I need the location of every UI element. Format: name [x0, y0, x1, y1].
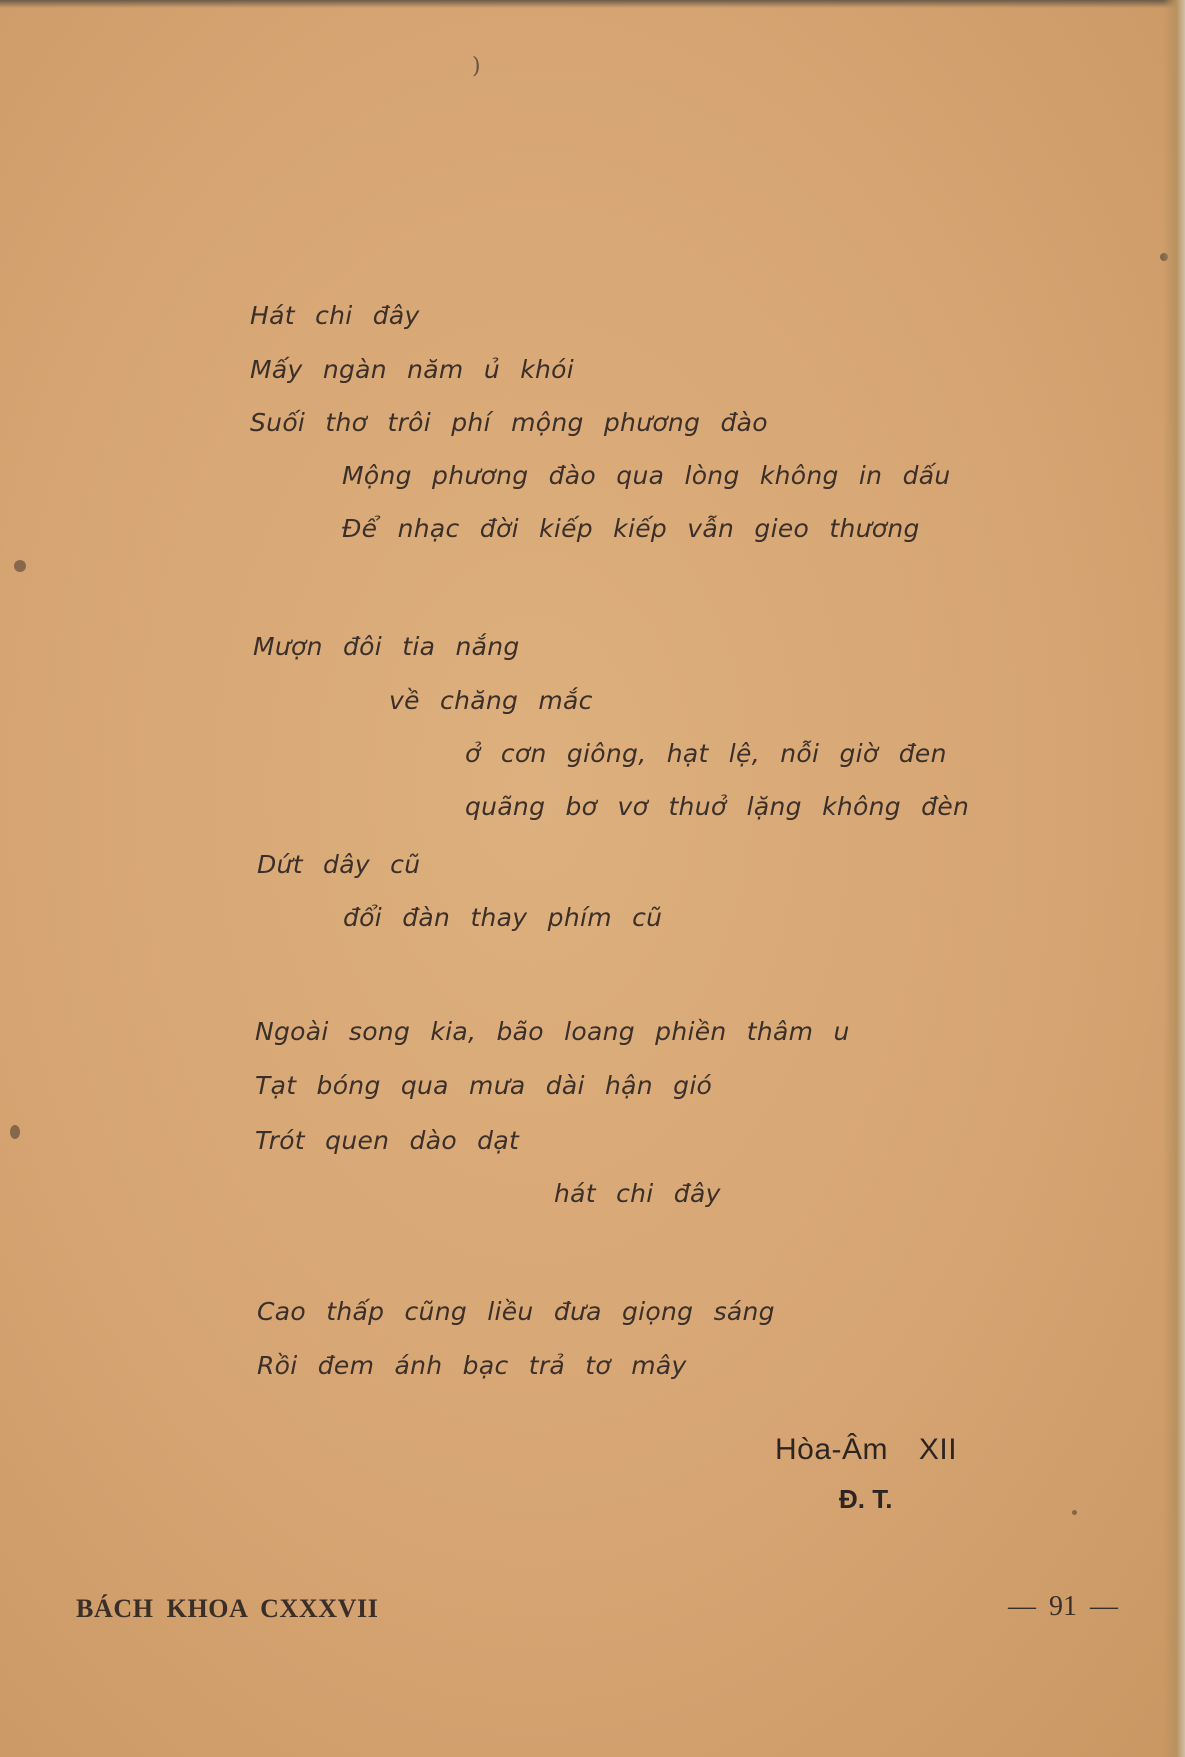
poem-line: Trót quen dào dạt [255, 1126, 520, 1155]
stray-mark: ) [472, 54, 481, 79]
poem-line: Mấy ngàn năm ủ khói [250, 355, 574, 384]
poem-line: ở cơn giông, hạt lệ, nỗi giờ đen [465, 739, 947, 768]
poem-line: về chăng mắc [389, 686, 593, 715]
ink-smudge [10, 1125, 20, 1139]
author-initials: Đ. T. [839, 1484, 893, 1514]
ink-smudge [1160, 253, 1168, 261]
poem-line: Mượn đôi tia nắng [253, 632, 520, 661]
poem-line: hát chi đây [554, 1179, 721, 1208]
poem-line: Dứt dây cũ [257, 850, 421, 879]
poem-line: Tạt bóng qua mưa dài hận gió [255, 1071, 713, 1100]
poem-line: Rồi đem ánh bạc trả tơ mây [257, 1351, 687, 1380]
poem-line: đổi đàn thay phím cũ [343, 903, 663, 932]
magazine-footer: BÁCH KHOA CXXXVII [76, 1594, 379, 1623]
poem-line: Mộng phương đào qua lòng không in dấu [342, 461, 951, 490]
poem-line: Hát chi đây [250, 301, 420, 330]
poem-line: Cao thấp cũng liều đưa giọng sáng [257, 1297, 775, 1326]
page-number: — 91 — [1008, 1591, 1118, 1622]
ink-smudge [1072, 1510, 1077, 1515]
poem-line: Ngoài song kia, bão loang phiền thâm u [255, 1017, 850, 1046]
poem-line: Để nhạc đời kiếp kiếp vẫn gieo thương [342, 514, 920, 543]
poem-line: quãng bơ vơ thuở lặng không đèn [465, 792, 970, 821]
poem-line: Suối thơ trôi phí mộng phương đào [250, 408, 768, 437]
ink-smudge [14, 560, 26, 572]
poem-title-signature: Hòa-Âm XII [775, 1433, 958, 1466]
